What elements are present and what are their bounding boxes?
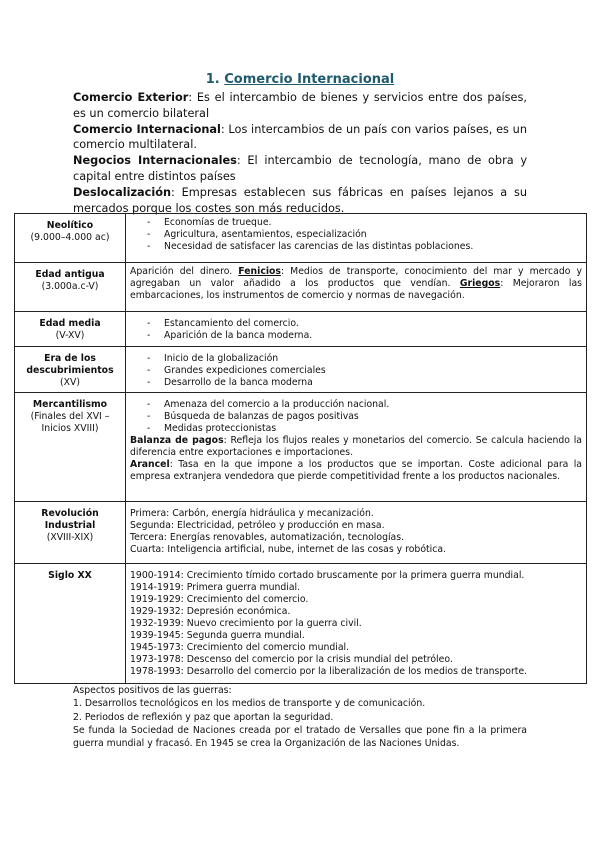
title-text: Comercio Internacional [224, 72, 395, 87]
line: Cuarta: Inteligencia artificial, nube, internet de las cosas y robótica. [130, 544, 447, 555]
paragraph: 1. Desarrollos tecnológicos en los medios de transporte y de comunicación. [73, 698, 426, 710]
table-row [15, 502, 587, 564]
era-name: Era de los descubrimientos [26, 353, 114, 376]
row-label [15, 214, 126, 263]
balanza-definition [130, 435, 582, 459]
page-title [0, 72, 600, 87]
era-period: (Finales del XVI – Inicios XVIII) [30, 411, 110, 434]
row-label [15, 502, 126, 564]
list-item: - Desarrollo de la banca moderna [147, 377, 582, 389]
definition [73, 185, 527, 217]
definition-term: Deslocalización [73, 185, 172, 199]
era-name: Mercantilismo [32, 399, 108, 410]
list-item: - Amenaza del comercio a la producción nacional. [147, 399, 582, 411]
definition-term: Negocios Internacionales [73, 154, 237, 168]
list-item: - Agricultura, asentamientos, especialización [147, 229, 582, 241]
table-row [15, 214, 587, 263]
table-row [15, 347, 587, 393]
list-item: - Búsqueda de balanzas de pagos positivas [147, 411, 582, 423]
list-item: - Aparición de la banca moderna. [147, 330, 582, 342]
list-item: - Inicio de la globalización [147, 353, 582, 365]
table-row [15, 393, 587, 502]
term: Balanza de pagos [130, 435, 224, 446]
definition [73, 122, 527, 154]
title-number: 1. [205, 72, 220, 87]
line: 1939-1945: Segunda guerra mundial. [130, 630, 305, 641]
definitions [73, 90, 527, 216]
definition-text: : Empresas establecen sus fábricas en países lejanos a su mercados porque los costes son más reducidos. [73, 185, 527, 215]
list-item: - Necesidad de satisfacer las carencias de las distintas poblaciones. [147, 241, 582, 253]
paragraph: Se funda la Sociedad de Naciones creada por el tratado de Versalles que pone fin a la primera guerra mundial y fracasó. En 1945 se crea la Organización de las Naciones Unidas. [73, 724, 527, 750]
text: : Refleja los flujos reales y monetarios del comercio. Se calcula haciendo la diferencia entre exportaciones e importaciones. [130, 435, 582, 458]
era-name: Edad antigua [35, 269, 105, 280]
row-content [126, 502, 587, 564]
line: 1978-1993: Desarrollo del comercio por la liberalización de los medios de transporte. [130, 666, 528, 677]
era-period: (9.000–4.000 ac) [30, 232, 110, 243]
term-fenicios: Fenicios [238, 266, 281, 277]
row-content [126, 393, 587, 502]
row-content [126, 312, 587, 347]
definition-term: Comercio Internacional [73, 122, 221, 136]
definition [73, 90, 527, 122]
definition-text: : Es el intercambio de bienes y servicios entre dos países, es un comercio bilateral [73, 91, 527, 120]
definition-text: : El intercambio de tecnología, mano de obra y capital entre distintos países [73, 154, 528, 183]
row-content [126, 347, 587, 393]
list-item: - Grandes expediciones comerciales [147, 365, 582, 377]
text: : Tasa en la que impone a los productos que se importan. Coste adicional para la empresa extranjera vendedora que pierde competitividad frente a los productos nacionales. [130, 459, 582, 482]
line: 1973-1978: Descenso del comercio por la crisis mundial del petróleo. [130, 654, 453, 665]
line: 1914-1919: Primera guerra mundial. [130, 582, 301, 593]
row-label [15, 393, 126, 502]
row-label [15, 347, 126, 393]
row-content [126, 263, 587, 312]
arancel-definition [130, 459, 582, 483]
era-name: Siglo XX [48, 570, 92, 581]
closing-notes [73, 684, 527, 750]
line: Primera: Carbón, energía hidráulica y mecanización. [130, 508, 374, 519]
era-period: (XVIII-XIX) [46, 532, 94, 543]
definition-text: : Los intercambios de un país con varios países, es un comercio multilateral. [73, 122, 527, 152]
list-item: - Estancamiento del comercio. [147, 318, 582, 330]
row-label [15, 312, 126, 347]
paragraph: Aspectos positivos de las guerras: [73, 685, 232, 696]
era-name: Edad media [39, 318, 101, 329]
text: : Mejoraron las embarcaciones, los instrumentos de comercio y normas de navegación. [130, 278, 582, 301]
term-griegos: Griegos [459, 278, 501, 289]
line: Tercera: Energías renovables, automatización, tecnologías. [130, 532, 405, 543]
table-row [15, 312, 587, 347]
paragraph: 2. Periodos de reflexión y paz que aportan la seguridad. [73, 711, 334, 723]
era-period: (V-XV) [55, 330, 85, 341]
line: 1932-1939: Nuevo crecimiento por la guerra civil. [130, 618, 362, 629]
list-item: - Medidas proteccionistas [147, 423, 582, 435]
row-content [126, 214, 587, 263]
history-table [14, 213, 587, 684]
line: 1945-1973: Crecimiento del comercio mundial. [130, 642, 350, 653]
era-name: Revolución Industrial [41, 508, 99, 531]
line: 1929-1932: Depresión económica. [130, 606, 291, 617]
line: 1900-1914: Crecimiento tímido cortado bruscamente por la primera guerra mundial. [130, 570, 525, 581]
text: Aparición del dinero. [130, 266, 239, 277]
era-period: (XV) [60, 377, 80, 388]
row-content [126, 564, 587, 684]
table-row [15, 263, 587, 312]
definition [73, 153, 527, 185]
definition-term: Comercio Exterior [73, 91, 189, 104]
era-period: (3.000a.c-V) [41, 281, 99, 292]
list-item: - Economías de trueque. [147, 217, 582, 229]
row-label [15, 564, 126, 684]
line: 1919-1929: Crecimiento del comercio. [130, 594, 309, 605]
text: : Medios de transporte, conocimiento del mar y mercado y agregaban un valor añadido a los productos que vendían. [130, 266, 582, 289]
era-name: Neolítico [46, 220, 94, 231]
term: Arancel [130, 459, 170, 470]
table-row [15, 564, 587, 684]
row-label [15, 263, 126, 312]
line: Segunda: Electricidad, petróleo y producción en masa. [130, 520, 385, 531]
